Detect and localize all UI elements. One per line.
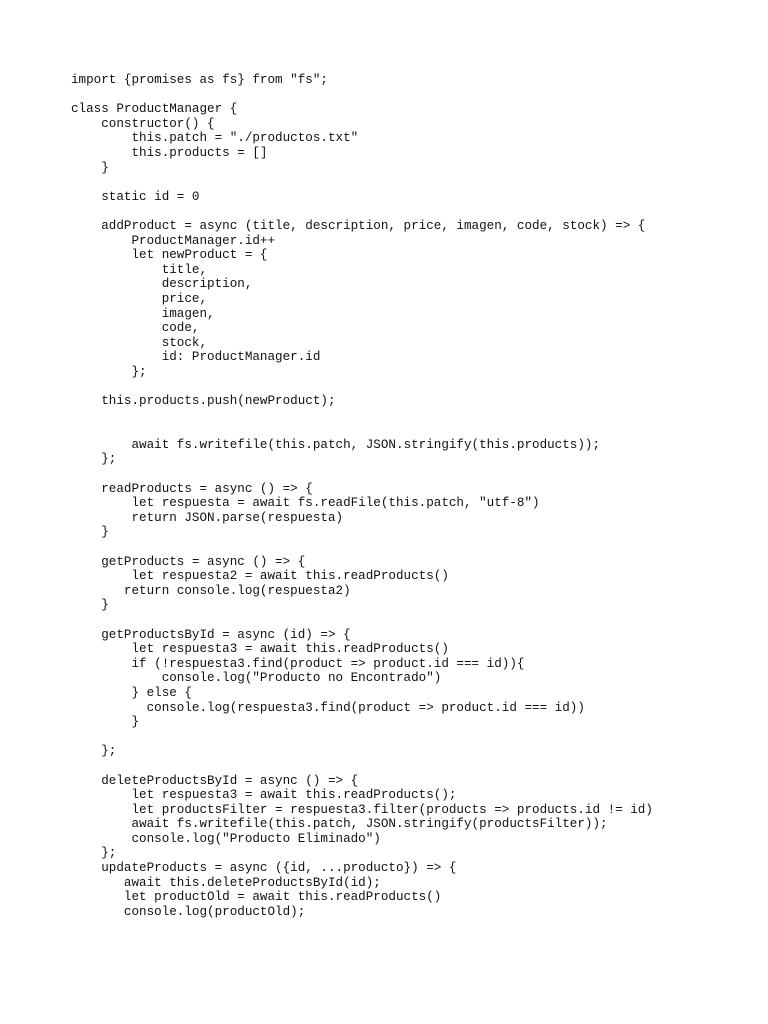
code-line-35: let respuesta2 = await this.readProducts() [71,569,449,584]
code-line-4: constructor() { [71,116,215,131]
code-line-56: await this.deleteProductsById(id); [71,875,381,890]
code-line-49: deleteProductsById = async () => { [71,773,359,788]
code-line-6: this.products = [] [71,145,268,160]
code-line-3: class ProductManager { [71,102,238,117]
code-line-5: this.patch = "./productos.txt" [71,131,359,146]
code-line-15: description, [71,277,253,292]
code-line-24 [71,409,653,424]
code-line-22 [71,379,653,394]
code-line-47: }; [71,744,117,759]
code-line-54: }; [71,846,117,861]
code-line-53: console.log("Producto Eliminado") [71,831,381,846]
code-line-48 [71,759,653,774]
code-line-14: title, [71,262,208,277]
code-listing [71,73,653,919]
code-line-26: await fs.writefile(this.patch, JSON.stringify(this.products)); [71,437,601,452]
code-line-20: id: ProductManager.id [71,350,321,365]
code-line-1: import {promises as fs} from "fs"; [71,73,328,87]
code-line-7: } [71,160,109,175]
code-line-46 [71,730,653,745]
code-line-40: let respuesta3 = await this.readProducts() [71,642,449,657]
code-line-9: static id = 0 [71,189,200,204]
code-line-45: } [71,715,140,730]
code-line-10 [71,204,653,219]
code-line-8 [71,175,653,190]
code-line-18: code, [71,321,200,336]
code-line-33 [71,540,653,555]
code-line-19: stock, [71,335,208,350]
code-line-50: let respuesta3 = await this.readProducts(); [71,788,457,803]
code-line-13: let newProduct = { [71,248,268,263]
code-line-37: } [71,598,109,613]
code-line-30: let respuesta = await fs.readFile(this.patch, "utf-8") [71,496,540,511]
code-line-34: getProducts = async () => { [71,554,306,569]
code-line-42: console.log("Producto no Encontrado") [71,671,442,686]
code-line-16: price, [71,291,208,306]
code-line-11: addProduct = async (title, description, price, imagen, code, stock) => { [71,218,646,233]
code-line-28 [71,467,653,482]
code-line-36: return console.log(respuesta2) [71,583,351,598]
code-line-43: } else { [71,685,192,700]
code-line-51: let productsFilter = respuesta3.filter(products => products.id != id) [71,802,653,817]
code-line-32: } [71,525,109,540]
code-line-12: ProductManager.id++ [71,233,276,248]
code-line-25 [71,423,653,438]
code-line-29: readProducts = async () => { [71,481,313,496]
code-line-31: return JSON.parse(respuesta) [71,510,344,525]
code-line-57: let productOld = await this.readProducts() [71,890,442,905]
code-line-38 [71,613,653,628]
code-line-39: getProductsById = async (id) => { [71,627,351,642]
code-line-17: imagen, [71,306,215,321]
code-line-27: }; [71,452,117,467]
code-line-58: console.log(productOld); [71,904,306,919]
code-line-23: this.products.push(newProduct); [71,394,336,409]
code-line-52: await fs.writefile(this.patch, JSON.stringify(productsFilter)); [71,817,608,832]
code-line-44: console.log(respuesta3.find(product => product.id === id)) [71,700,585,715]
code-line-41: if (!respuesta3.find(product => product.id === id)){ [71,656,525,671]
code-line-55: updateProducts = async ({id, ...producto}) => { [71,861,457,876]
code-line-2 [71,88,653,103]
code-line-21: }; [71,364,147,379]
